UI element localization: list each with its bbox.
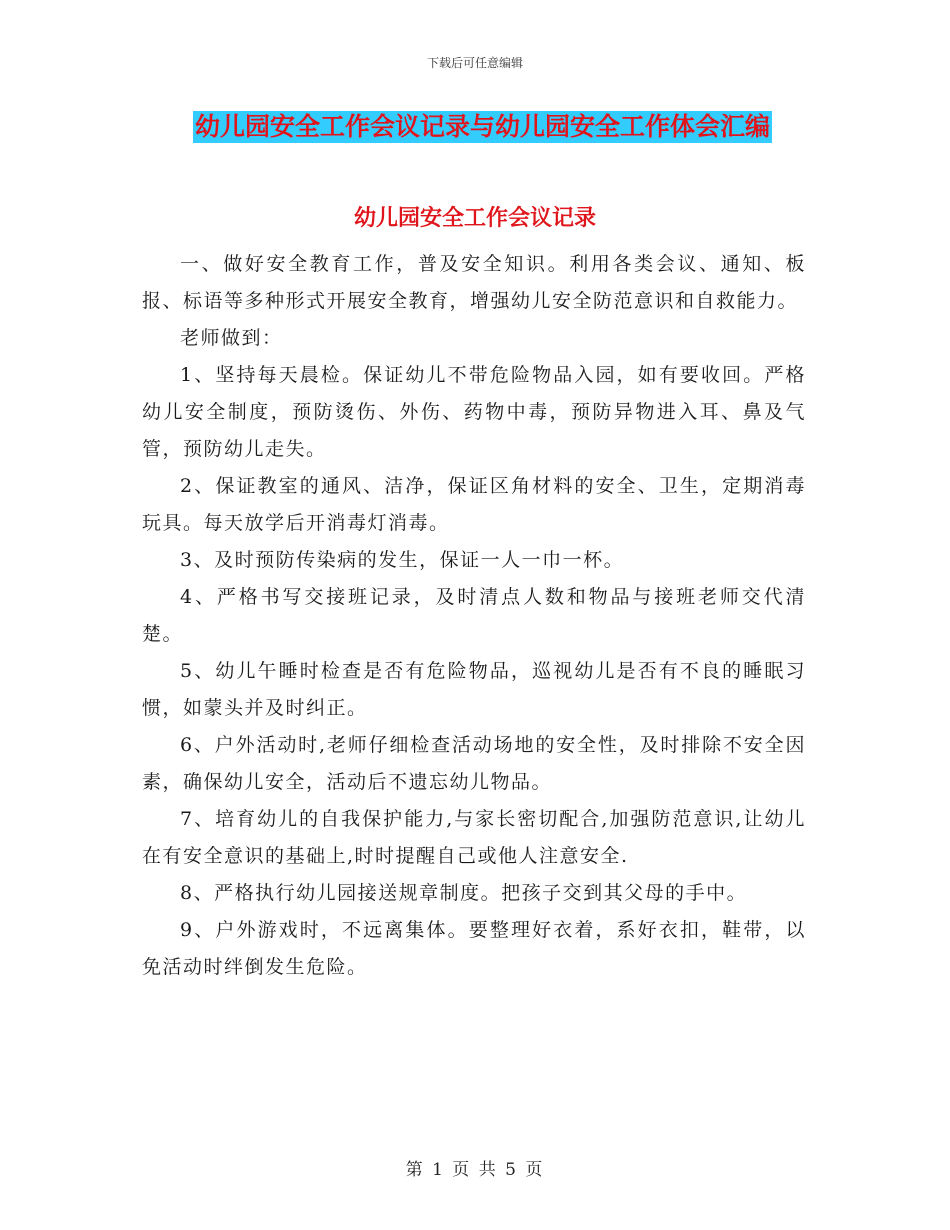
paragraph-item-3: 3、及时预防传染病的发生，保证一人一巾一杯。	[180, 549, 625, 571]
section-title: 幼儿园安全工作会议记录	[353, 206, 596, 231]
document-title: 幼儿园安全工作会议记录与幼儿园安全工作体会汇编	[195, 112, 771, 141]
paragraph-item-4: 4、严格书写交接班记录，及时清点人数和物品与接班老师交代清楚。	[142, 586, 806, 645]
paragraph-item-6: 6、户外活动时,老师仔细检查活动场地的安全性，及时排除不安全因素，确保幼儿安全，活动后不遗忘幼儿物品。	[142, 734, 806, 793]
paragraph-teacher-heading: 老师做到：	[180, 327, 283, 349]
document-body	[142, 246, 806, 986]
paragraph-intro: 一、做好安全教育工作，普及安全知识。利用各类会议、通知、板报、标语等多种形式开展安全教育，增强幼儿安全防范意识和自救能力。	[142, 253, 806, 312]
paragraph-item-8: 8、严格执行幼儿园接送规章制度。把孩子交到其父母的手中。	[180, 882, 748, 904]
paragraph-item-5: 5、幼儿午睡时检查是否有危险物品，巡视幼儿是否有不良的睡眠习惯，如蒙头并及时纠正。	[142, 660, 806, 719]
header-note: 下载后可任意编辑	[426, 56, 523, 70]
paragraph-item-1: 1、坚持每天晨检。保证幼儿不带危险物品入园，如有要收回。严格幼儿安全制度，预防烫伤、外伤、药物中毒，预防异物进入耳、鼻及气管，预防幼儿走失。	[142, 364, 806, 460]
paragraph-item-9: 9、户外游戏时，不远离集体。要整理好衣着，系好衣扣，鞋带，以免活动时绊倒发生危险。	[142, 919, 806, 978]
paragraph-item-7: 7、培育幼儿的自我保护能力,与家长密切配合,加强防范意识,让幼儿在有安全意识的基础上,时时提醒自己或他人注意安全.	[142, 808, 806, 867]
paragraph-item-2: 2、保证教室的通风、洁净，保证区角材料的安全、卫生，定期消毒玩具。每天放学后开消毒灯消毒。	[142, 475, 806, 534]
page-number-footer: 第 1 页 共 5 页	[405, 1160, 545, 1180]
